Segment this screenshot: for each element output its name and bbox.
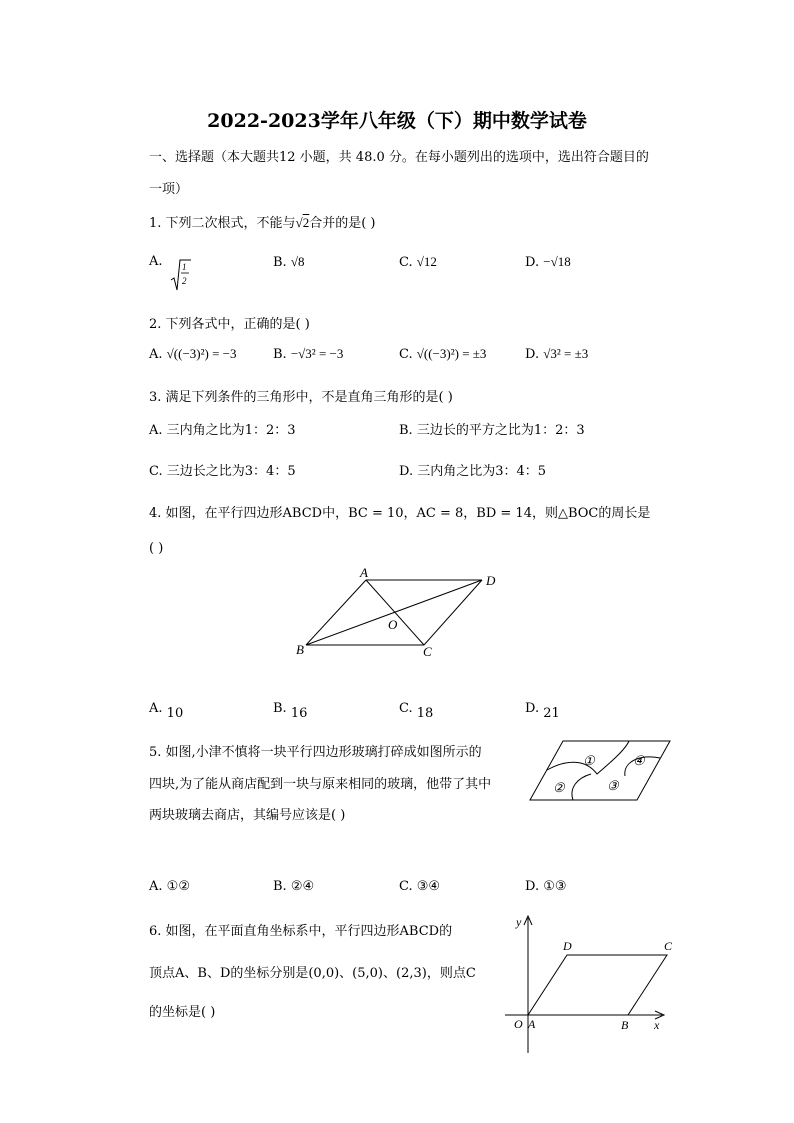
option-letter: B.: [273, 879, 287, 894]
option-value: 16: [290, 706, 308, 721]
option-expr: √((−3)²) = ±3: [416, 346, 487, 361]
q1-stem: [149, 212, 375, 231]
label-a: A: [360, 565, 368, 580]
option-expr: √((−3)²) = −3: [166, 346, 237, 361]
option-value: 10: [166, 706, 184, 721]
crack-line-2: [572, 774, 591, 800]
q5-option-a[interactable]: [149, 879, 190, 894]
label-b: B: [621, 1018, 629, 1032]
option-value: ②④: [290, 879, 315, 894]
label-b: B: [296, 642, 304, 657]
option-text: 三边长之比为: [166, 464, 245, 479]
edge-dc: [424, 580, 482, 645]
option-text: 三内角之比为: [166, 423, 245, 438]
q5-stem-line3: 两块玻璃去商店，其编号应该是( ): [149, 808, 346, 823]
option-expr: √8: [290, 254, 305, 269]
q3-option-a[interactable]: [149, 419, 296, 438]
piece-2-label: ②: [553, 780, 565, 795]
piece-3-label: ③: [607, 778, 619, 793]
q5-broken-glass-figure: [525, 736, 675, 804]
option-text: 三边长的平方之比为: [416, 423, 534, 438]
option-letter: D.: [525, 879, 540, 894]
q1-stem-post: 合并的是( ): [309, 216, 376, 231]
option-letter: D.: [399, 464, 414, 479]
svg-text:2: 2: [182, 276, 187, 286]
option-ratio: 3：4：5: [495, 464, 547, 479]
q6-stem-line3: 的坐标是( ): [149, 1005, 216, 1020]
piece-4-label: ④: [633, 753, 645, 768]
parallelogram-abcd: [528, 955, 667, 1015]
piece-1-label: ①: [583, 753, 595, 768]
q1-stem-pre: 1. 下列二次根式，不能与: [149, 216, 296, 231]
glass-outline: [530, 741, 670, 800]
option-letter: A.: [149, 347, 163, 362]
diagonal-bd: [306, 580, 482, 645]
option-letter: B.: [273, 347, 287, 362]
option-value: 18: [416, 706, 434, 721]
option-ratio: 1：2：3: [533, 423, 585, 438]
option-letter: C.: [399, 255, 413, 270]
q2-option-c[interactable]: [399, 346, 486, 362]
q1-option-a-expr: [170, 258, 192, 292]
option-letter: C.: [399, 879, 413, 894]
q3-option-d[interactable]: [399, 460, 546, 479]
q1-sqrt2: √2: [295, 215, 310, 230]
q4-option-a[interactable]: [149, 701, 184, 721]
q3-option-b[interactable]: [399, 419, 585, 438]
option-letter: C.: [399, 347, 413, 362]
option-value: ①②: [166, 879, 190, 894]
option-letter: A.: [149, 423, 163, 438]
q2-option-d[interactable]: [525, 346, 588, 362]
label-c: C: [423, 644, 432, 659]
q1-option-d[interactable]: [525, 254, 571, 270]
sqrt-half-icon: [170, 258, 192, 292]
option-letter: A.: [149, 879, 163, 894]
q5-option-d[interactable]: [525, 879, 567, 894]
option-letter: D.: [525, 347, 540, 362]
q5-stem-line2: 四块,为了能从商店配到一块与原来相同的玻璃，他带了其中: [149, 777, 492, 792]
q3-stem: 3. 满足下列条件的三角形中，不是直角三角形的是( ): [149, 390, 453, 405]
q2-stem: 2. 下列各式中，正确的是( ): [149, 317, 310, 332]
option-letter: D.: [525, 701, 540, 716]
label-o: O: [388, 617, 398, 632]
q1-option-a[interactable]: [149, 254, 163, 269]
option-value: ③④: [416, 879, 441, 894]
q4-stem: 4. 如图，在平行四边形ABCD中，BC = 10，AC = 8，BD = 14，则△BOC的周长是: [149, 506, 651, 521]
option-value: ①③: [543, 879, 567, 894]
q4-option-d[interactable]: [525, 701, 560, 721]
label-x: x: [654, 1018, 660, 1032]
option-letter: B.: [273, 255, 287, 270]
q6-stem-line2: 顶点A、B、D的坐标分别是(0,0)、(5,0)、(2,3)，则点C: [149, 966, 476, 981]
option-expr: √12: [416, 254, 437, 269]
section-header-line2: 一项）: [149, 182, 189, 197]
label-d: D: [563, 939, 572, 953]
exam-title: 2022-2023学年八年级（下）期中数学试卷: [207, 110, 587, 132]
q5-option-b[interactable]: [273, 879, 314, 894]
q1-option-c[interactable]: [399, 254, 437, 270]
q4-paren: ( ): [149, 541, 164, 556]
q5-stem-line1: 5. 如图,小津不慎将一块平行四边形玻璃打碎成如图所示的: [149, 745, 482, 760]
option-letter: A.: [149, 254, 163, 269]
option-letter: B.: [399, 423, 413, 438]
option-expr: −√18: [543, 254, 571, 269]
option-letter: A.: [149, 701, 163, 716]
label-o: O: [514, 1017, 523, 1031]
q3-option-c[interactable]: [149, 460, 296, 479]
label-a: A: [528, 1017, 536, 1031]
option-letter: C.: [399, 701, 413, 716]
option-ratio: 1：2：3: [244, 423, 296, 438]
option-value: 21: [543, 706, 560, 721]
q2-option-a[interactable]: [149, 346, 237, 362]
option-letter: D.: [525, 255, 540, 270]
option-expr: √3² = ±3: [543, 346, 589, 361]
q5-option-c[interactable]: [399, 879, 440, 894]
edge-ab: [306, 580, 366, 645]
section-header-line1: 一、选择题（本大题共12 小题，共 48.0 分。在每小题列出的选项中，选出符合题目的: [149, 150, 649, 165]
q6-stem-line1: 6. 如图，在平面直角坐标系中，平行四边形ABCD的: [149, 924, 453, 939]
svg-text:1: 1: [182, 262, 187, 272]
q6-coordinate-figure: [500, 908, 675, 1058]
option-letter: C.: [149, 464, 163, 479]
option-text: 三内角之比为: [417, 464, 496, 479]
label-c: C: [664, 939, 673, 953]
q2-option-b[interactable]: [273, 346, 343, 362]
option-expr: −√3² = −3: [290, 346, 344, 361]
q4-option-b[interactable]: [273, 701, 308, 721]
option-letter: B.: [273, 701, 287, 716]
q4-option-c[interactable]: [399, 701, 434, 721]
q4-parallelogram-figure: [290, 562, 510, 662]
option-ratio: 3：4：5: [244, 464, 296, 479]
label-d: D: [486, 573, 496, 588]
label-y: y: [516, 915, 522, 929]
q1-option-b[interactable]: [273, 254, 304, 270]
